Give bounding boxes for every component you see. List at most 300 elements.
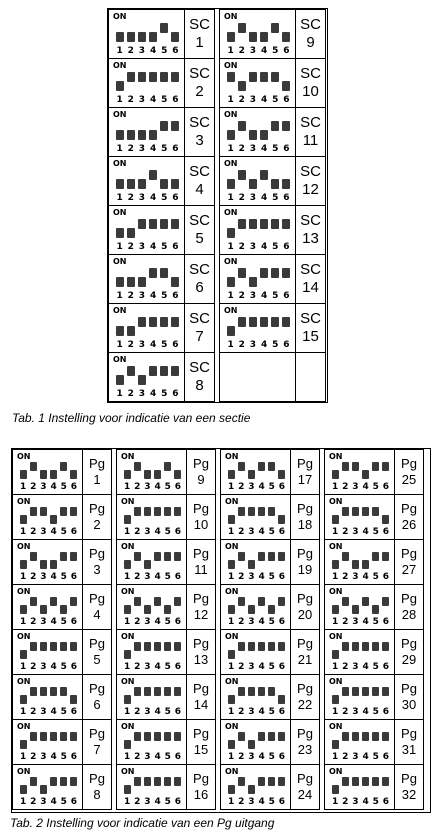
on-label: ON (329, 587, 343, 596)
switch-lever-2-on (134, 687, 141, 696)
code-number: 8 (195, 377, 204, 394)
code-label-cell (290, 629, 320, 675)
switch-number: 3 (352, 707, 359, 717)
switch-number: 3 (249, 46, 257, 56)
code-label-cell (295, 9, 326, 59)
dip-switch-diagram (219, 107, 296, 157)
switch-number: 1 (227, 707, 235, 717)
switch-number: 3 (352, 572, 359, 582)
code-prefix: SC (189, 65, 210, 82)
on-label: ON (329, 542, 343, 551)
switch-number: 6 (70, 572, 78, 582)
switch-lever-5-on (271, 317, 279, 327)
switch-lever-4-on (258, 732, 265, 741)
switch-lever-3-off (352, 560, 359, 569)
switch-number: 1 (227, 144, 234, 154)
on-label: ON (329, 722, 343, 731)
dip-switch-diagram (116, 539, 187, 585)
dip-switch-diagram (12, 719, 83, 765)
switch-number: 3 (248, 752, 255, 762)
dip-switch-diagram (108, 352, 185, 402)
sector-dip-switch-table (107, 8, 328, 403)
code-number: 23 (297, 742, 313, 757)
switch-lever-4-on (260, 317, 268, 327)
switch-number: 3 (138, 193, 146, 203)
dip-switch-diagram (220, 629, 291, 675)
code-label-cell (184, 58, 215, 108)
switch-lever-3-off (248, 470, 255, 479)
switch-number: 2 (238, 572, 245, 582)
switch-number: 2 (30, 617, 37, 627)
switch-number: 1 (227, 482, 235, 492)
code-prefix: SC (189, 16, 210, 33)
switch-lever-3-on (144, 507, 151, 516)
switch-lever-1-off (227, 326, 235, 336)
switch-lever-6-on (278, 732, 285, 741)
switch-number: 5 (60, 572, 67, 582)
switch-number: 5 (268, 482, 275, 492)
code-prefix: SC (300, 114, 321, 131)
switch-lever-3-on (138, 317, 146, 327)
switch-lever-2-on (238, 462, 245, 471)
code-label-cell (290, 674, 320, 720)
switch-number: 1 (19, 752, 27, 762)
switch-number: 5 (272, 291, 279, 301)
switch-number: 2 (127, 95, 134, 105)
switch-number: 4 (149, 144, 157, 154)
switch-number: 1 (19, 617, 27, 627)
switch-number: 5 (60, 617, 67, 627)
switch-lever-4-on (362, 732, 369, 741)
switch-lever-5-on (268, 462, 275, 471)
switch-number: 4 (260, 291, 268, 301)
on-label: ON (224, 306, 238, 315)
code-label-cell (290, 539, 320, 585)
switch-number: 2 (342, 797, 349, 807)
switch-lever-2-on (342, 732, 349, 741)
switch-lever-1-off (228, 515, 235, 524)
switch-number: 4 (154, 572, 161, 582)
switch-number: 4 (149, 46, 157, 56)
switch-lever-3-off (248, 560, 255, 569)
switch-lever-6-on (70, 732, 77, 741)
dip-switch-diagram (116, 764, 187, 810)
switch-number: 2 (238, 340, 245, 350)
code-label-cell (295, 303, 326, 353)
switch-lever-5-on (268, 552, 275, 561)
switch-lever-6-on (282, 219, 290, 229)
switch-number: 6 (172, 193, 179, 203)
switch-number: 6 (70, 617, 78, 627)
switch-number: 4 (154, 617, 161, 627)
switch-number: 6 (174, 797, 182, 807)
switch-lever-2-on (30, 687, 37, 696)
code-label-cell (82, 494, 112, 540)
switch-number: 3 (138, 144, 146, 154)
switch-lever-6-on (174, 552, 181, 561)
switch-lever-2-on (238, 552, 245, 561)
switch-number: 2 (30, 797, 37, 807)
switch-lever-6-off (171, 179, 179, 189)
switch-number: 5 (161, 95, 168, 105)
switch-number: 1 (227, 291, 234, 301)
switch-number: 1 (123, 707, 131, 717)
switch-number: 6 (70, 527, 78, 537)
switch-lever-5-on (160, 23, 168, 33)
switch-lever-4-off (154, 470, 161, 479)
switch-lever-2-on (342, 462, 349, 471)
switch-lever-4-on (260, 72, 268, 82)
switch-lever-1-off (20, 650, 27, 659)
switch-number: 6 (283, 291, 290, 301)
switch-lever-6-on (174, 777, 181, 786)
switch-number: 2 (238, 46, 245, 56)
switch-lever-5-off (268, 605, 275, 614)
switch-number: 4 (258, 797, 265, 807)
switch-lever-5-on (271, 23, 279, 33)
switch-number: 3 (352, 527, 359, 537)
switch-lever-1-off (124, 695, 131, 704)
code-prefix: SC (300, 65, 321, 82)
switch-number: 1 (123, 752, 131, 762)
switch-lever-5-on (268, 507, 275, 516)
switch-number: 2 (134, 707, 141, 717)
switch-lever-6-off (278, 470, 285, 479)
code-label-cell (290, 494, 320, 540)
switch-lever-2-off (127, 228, 135, 238)
switch-number: 5 (60, 797, 67, 807)
switch-number: 2 (238, 527, 245, 537)
switch-number: 1 (227, 242, 234, 252)
switch-lever-5-on (160, 121, 168, 131)
switch-number: 5 (272, 193, 279, 203)
switch-number: 4 (154, 797, 161, 807)
switch-number: 2 (134, 617, 141, 627)
switch-number: 6 (172, 95, 179, 105)
code-number: 28 (401, 607, 417, 622)
switch-lever-4-on (260, 170, 268, 180)
switch-lever-5-on (60, 642, 67, 651)
switch-number: 2 (30, 707, 37, 717)
dip-switch-diagram (220, 584, 291, 630)
switch-number: 1 (123, 572, 131, 582)
switch-lever-1-off (116, 277, 124, 287)
on-label: ON (225, 452, 239, 461)
switch-number: 1 (116, 144, 123, 154)
on-label: ON (17, 452, 31, 461)
code-number: 13 (193, 652, 209, 667)
switch-lever-2-on (134, 597, 141, 606)
switch-number: 4 (149, 291, 157, 301)
switch-lever-4-off (50, 470, 57, 479)
code-number: 16 (193, 787, 209, 802)
switch-lever-1-off (332, 650, 339, 659)
empty-cell (219, 352, 296, 402)
switch-lever-3-off (248, 785, 255, 794)
switch-number: 3 (144, 617, 151, 627)
switch-number: 1 (331, 527, 339, 537)
switch-lever-6-on (282, 121, 290, 131)
switch-number: 5 (272, 242, 279, 252)
code-prefix: Pg (297, 501, 313, 516)
dip-switch-diagram (116, 629, 187, 675)
switch-number: 3 (40, 797, 47, 807)
switch-lever-5-on (268, 732, 275, 741)
switch-lever-2-on (342, 507, 349, 516)
code-label-cell (82, 764, 112, 810)
code-label-cell (290, 764, 320, 810)
switch-lever-2-on (134, 732, 141, 741)
switch-number: 6 (278, 527, 286, 537)
switch-lever-1-off (332, 470, 339, 479)
dip-switch-diagram (12, 584, 83, 630)
switch-number: 1 (331, 617, 339, 627)
on-label: ON (329, 632, 343, 641)
switch-lever-3-off (138, 130, 146, 140)
switch-number: 5 (372, 482, 379, 492)
switch-lever-4-on (149, 268, 157, 278)
switch-lever-4-on (362, 687, 369, 696)
switch-lever-4-on (154, 552, 161, 561)
code-label-cell (295, 58, 326, 108)
switch-lever-2-on (127, 72, 135, 82)
switch-lever-3-on (249, 72, 257, 82)
code-number: 7 (195, 328, 204, 345)
on-label: ON (121, 722, 135, 731)
code-number: 12 (193, 607, 209, 622)
switch-lever-2-on (127, 366, 135, 376)
code-prefix: Pg (89, 456, 105, 471)
code-prefix: Pg (193, 546, 209, 561)
code-number: 26 (401, 517, 417, 532)
dip-switch-diagram (220, 764, 291, 810)
switch-number: 3 (144, 527, 151, 537)
switch-lever-5-on (268, 687, 275, 696)
switch-number: 4 (149, 340, 157, 350)
switch-number: 2 (342, 482, 349, 492)
code-label-cell (295, 205, 326, 255)
switch-number: 6 (382, 617, 390, 627)
dip-switch-diagram (12, 539, 83, 585)
switch-lever-3-off (144, 560, 151, 569)
switch-number: 4 (258, 527, 265, 537)
switch-lever-6-on (382, 642, 389, 651)
switch-number: 6 (70, 797, 78, 807)
switch-number: 2 (238, 193, 245, 203)
on-label: ON (17, 542, 31, 551)
code-prefix: SC (300, 212, 321, 229)
switch-lever-3-on (352, 642, 359, 651)
switch-lever-2-on (238, 268, 246, 278)
switch-number: 4 (50, 527, 57, 537)
code-prefix: Pg (297, 591, 313, 606)
switch-lever-5-on (160, 268, 168, 278)
code-label-cell (290, 449, 320, 495)
switch-number: 6 (70, 482, 78, 492)
switch-lever-5-on (164, 777, 171, 786)
switch-lever-5-on (271, 72, 279, 82)
switch-number: 6 (382, 797, 390, 807)
switch-number: 3 (249, 144, 257, 154)
switch-lever-3-on (40, 642, 47, 651)
switch-number: 2 (134, 572, 141, 582)
switch-number: 3 (40, 527, 47, 537)
switch-lever-3-on (352, 687, 359, 696)
switch-lever-6-on (382, 462, 389, 471)
switch-lever-4-on (154, 507, 161, 516)
switch-lever-3-off (144, 470, 151, 479)
switch-lever-6-on (171, 317, 179, 327)
switch-lever-5-on (164, 642, 171, 651)
switch-number: 3 (248, 617, 255, 627)
dip-switch-diagram (219, 303, 296, 353)
switch-number: 5 (372, 797, 379, 807)
switch-lever-3-on (249, 219, 257, 229)
switch-lever-4-on (149, 219, 157, 229)
switch-number: 6 (70, 707, 78, 717)
switch-lever-5-on (60, 777, 67, 786)
switch-number: 1 (331, 662, 339, 672)
dip-switch-diagram (220, 719, 291, 765)
code-label-cell (82, 719, 112, 765)
switch-lever-2-on (342, 687, 349, 696)
on-label: ON (329, 497, 343, 506)
switch-lever-1-off (124, 740, 131, 749)
code-number: 8 (93, 787, 101, 802)
code-label-cell (184, 254, 215, 304)
switch-lever-5-on (60, 507, 67, 516)
switch-number: 4 (154, 752, 161, 762)
switch-number: 3 (249, 242, 257, 252)
switch-lever-1-off (20, 740, 27, 749)
switch-lever-3-on (249, 317, 257, 327)
switch-lever-3-off (40, 605, 47, 614)
code-prefix: SC (189, 261, 210, 278)
switch-lever-1-off (20, 515, 27, 524)
switch-lever-4-on (258, 552, 265, 561)
switch-number: 1 (19, 662, 27, 672)
switch-lever-2-on (238, 23, 246, 33)
switch-lever-1-off (116, 228, 124, 238)
code-number: 21 (297, 652, 313, 667)
switch-number: 6 (278, 662, 286, 672)
switch-lever-5-on (372, 507, 379, 516)
switch-lever-2-on (238, 642, 245, 651)
code-number: 22 (297, 697, 313, 712)
switch-lever-3-on (352, 462, 359, 471)
switch-number: 4 (149, 242, 157, 252)
switch-lever-3-on (138, 219, 146, 229)
switch-number: 3 (352, 482, 359, 492)
switch-lever-2-on (134, 552, 141, 561)
switch-number: 3 (249, 193, 257, 203)
switch-number: 4 (258, 752, 265, 762)
switch-number: 3 (248, 482, 255, 492)
code-number: 32 (401, 787, 417, 802)
switch-number: 5 (60, 482, 67, 492)
switch-number: 3 (40, 482, 47, 492)
switch-lever-4-off (149, 130, 157, 140)
switch-lever-1-off (116, 130, 124, 140)
switch-number: 5 (164, 617, 171, 627)
switch-number: 2 (238, 662, 245, 672)
switch-number: 1 (116, 242, 123, 252)
switch-lever-4-on (154, 597, 161, 606)
code-prefix: Pg (89, 546, 105, 561)
on-label: ON (121, 497, 135, 506)
switch-lever-4-on (362, 507, 369, 516)
code-prefix: Pg (193, 726, 209, 741)
switch-lever-3-off (40, 560, 47, 569)
on-label: ON (224, 208, 238, 217)
code-number: 14 (302, 279, 319, 296)
switch-lever-6-on (70, 597, 77, 606)
switch-number: 2 (30, 482, 37, 492)
switch-number: 1 (227, 662, 235, 672)
switch-lever-4-on (362, 597, 369, 606)
code-number: 27 (401, 562, 417, 577)
code-number: 15 (193, 742, 209, 757)
switch-number: 1 (19, 707, 27, 717)
switch-number: 4 (260, 340, 268, 350)
switch-lever-2-on (30, 642, 37, 651)
switch-lever-1-off (20, 560, 27, 569)
switch-number: 6 (70, 752, 78, 762)
switch-number: 5 (268, 572, 275, 582)
switch-lever-2-on (238, 507, 245, 516)
on-label: ON (329, 767, 343, 776)
switch-number: 4 (149, 95, 157, 105)
on-label: ON (113, 355, 127, 364)
switch-number: 6 (283, 95, 290, 105)
on-label: ON (224, 257, 238, 266)
switch-number: 6 (382, 482, 390, 492)
dip-switch-diagram (12, 449, 83, 495)
code-label-cell (186, 719, 216, 765)
switch-lever-6-on (382, 597, 389, 606)
switch-lever-6-off (282, 32, 290, 42)
code-label-cell (82, 539, 112, 585)
dip-switch-diagram (219, 156, 296, 206)
switch-number: 2 (238, 482, 245, 492)
switch-lever-1-off (124, 560, 131, 569)
code-label-cell (394, 539, 424, 585)
switch-lever-4-on (154, 687, 161, 696)
switch-number: 3 (40, 662, 47, 672)
switch-lever-1-off (332, 695, 339, 704)
switch-number: 4 (362, 527, 369, 537)
switch-lever-2-on (238, 219, 246, 229)
switch-lever-2-on (30, 732, 37, 741)
switch-lever-4-on (50, 732, 57, 741)
switch-lever-6-on (70, 777, 77, 786)
switch-number: 3 (138, 389, 146, 399)
switch-number: 6 (70, 662, 78, 672)
switch-lever-2-on (238, 121, 246, 131)
switch-number: 3 (249, 340, 257, 350)
dip-switch-diagram (324, 539, 395, 585)
switch-lever-1-off (228, 695, 235, 704)
switch-lever-5-on (164, 507, 171, 516)
switch-lever-3-off (138, 179, 146, 189)
switch-number: 5 (272, 144, 279, 154)
empty-cell (295, 352, 326, 402)
code-label-cell (186, 674, 216, 720)
switch-number: 5 (60, 527, 67, 537)
switch-number: 6 (172, 340, 179, 350)
code-label-cell (82, 629, 112, 675)
switch-number: 6 (278, 617, 286, 627)
